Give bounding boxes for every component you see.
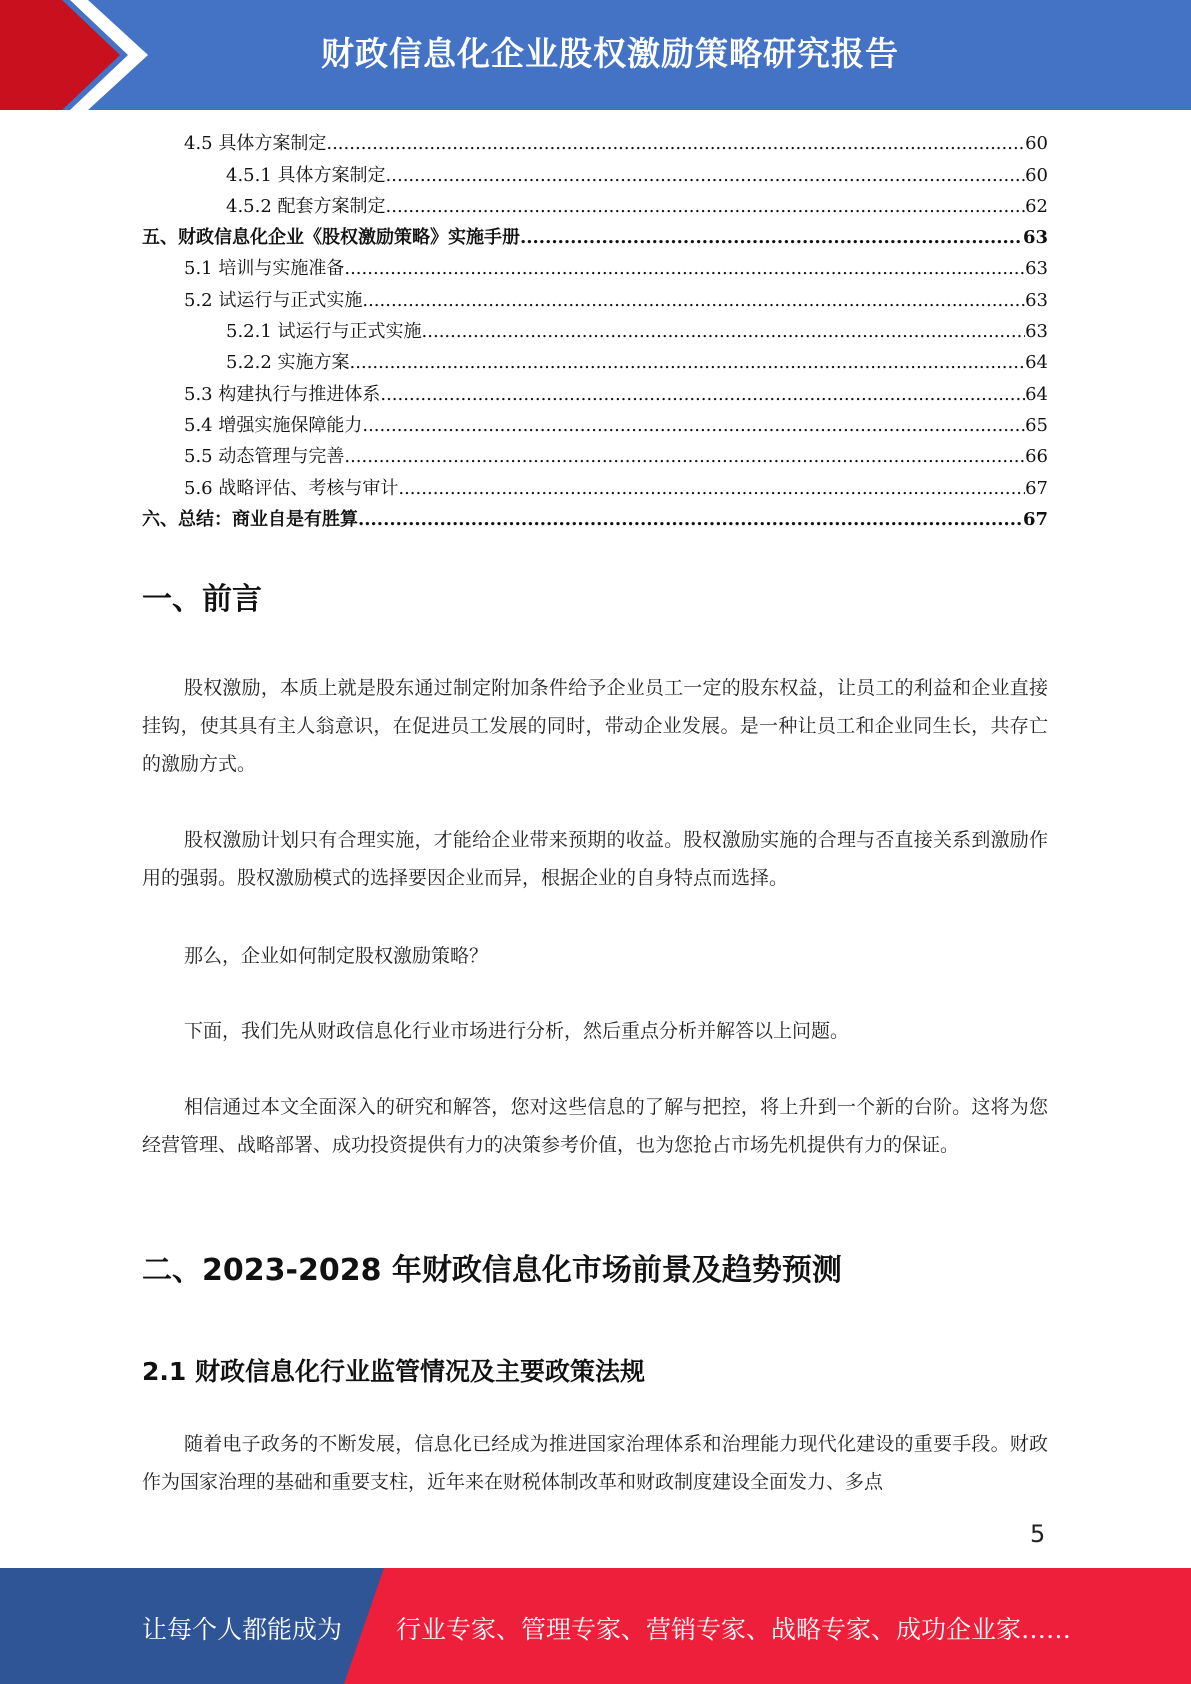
- toc-entry-page: 63: [1025, 289, 1048, 311]
- toc-entry[interactable]: [142, 316, 1048, 347]
- paragraph: 股权激励，本质上就是股东通过制定附加条件给予企业员工一定的股东权益，让员工的利益和企业直接挂钩，使其具有主人翁意识，在促进员工发展的同时，带动企业发展。是一种让员工和企业同生长，共存亡的激励方式。: [142, 677, 1048, 775]
- page-footer: [0, 1568, 1191, 1684]
- paragraph: 股权激励计划只有合理实施，才能给企业带来预期的收益。股权激励实施的合理与否直接关系到激励作用的强弱。股权激励模式的选择要因企业而异，根据企业的自身特点而选择。: [142, 829, 1048, 889]
- toc-entry-label: 4.5.2 配套方案制定: [226, 195, 386, 217]
- toc-entry-label: 5.1 培训与实施准备: [184, 258, 345, 280]
- toc-entry-page: 66: [1025, 446, 1048, 468]
- toc-leader-dots: [362, 410, 1025, 441]
- toc-entry[interactable]: [142, 159, 1048, 190]
- toc-entry-page: 64: [1025, 352, 1048, 374]
- page-header: [0, 0, 1191, 110]
- header-red-chevron: [0, 0, 150, 110]
- toc-leader-dots: [326, 128, 1025, 159]
- toc-entry-label: 5.5 动态管理与完善: [184, 446, 345, 468]
- toc-entry-page: 64: [1025, 383, 1048, 405]
- section-heading-market-forecast: 二、2023-2028 年财政信息化市场前景及趋势预测: [142, 1253, 842, 1288]
- toc-leader-dots: [386, 191, 1026, 222]
- toc-entry[interactable]: [142, 191, 1048, 222]
- toc-entry-label: 5.4 增强实施保障能力: [184, 414, 363, 436]
- toc-entry-page: 67: [1022, 508, 1048, 530]
- toc-entry-page: 60: [1025, 133, 1048, 155]
- table-of-contents: [142, 128, 1048, 535]
- toc-entry[interactable]: [142, 504, 1048, 535]
- toc-leader-dots: [344, 441, 1025, 472]
- page-number: 5: [1030, 1520, 1046, 1548]
- toc-entry[interactable]: [142, 347, 1048, 378]
- toc-leader-dots: [362, 285, 1025, 316]
- footer-slogan-right: 行业专家、管理专家、营销专家、战略专家、成功企业家……: [396, 1615, 1072, 1644]
- toc-entry-page: 63: [1025, 321, 1048, 343]
- header-title: 财政信息化企业股权激励策略研究报告: [321, 34, 899, 73]
- toc-leader-dots: [398, 473, 1025, 504]
- toc-entry-page: 63: [1025, 258, 1048, 280]
- toc-entry-page: 63: [1022, 227, 1048, 249]
- toc-leader-dots: [380, 379, 1025, 410]
- toc-leader-dots: [422, 316, 1026, 347]
- toc-entry[interactable]: [142, 472, 1048, 503]
- toc-entry-page: 60: [1025, 164, 1048, 186]
- toc-leader-dots: [520, 222, 1023, 253]
- toc-entry-page: 65: [1025, 414, 1048, 436]
- toc-entry-label: 5.3 构建执行与推进体系: [184, 383, 381, 405]
- toc-leader-dots: [358, 504, 1023, 535]
- toc-entry[interactable]: [142, 378, 1048, 409]
- toc-entry-label: 5.2.1 试运行与正式实施: [226, 321, 422, 343]
- toc-entry-page: 62: [1025, 195, 1048, 217]
- footer-slogan-left: 让每个人都能成为: [142, 1615, 343, 1644]
- toc-leader-dots: [344, 253, 1025, 284]
- toc-entry-label: 六、总结：商业自是有胜算: [142, 508, 358, 530]
- toc-entry-label: 5.6 战略评估、考核与审计: [184, 477, 399, 499]
- toc-entry-label: 5.2.2 实施方案: [226, 352, 350, 374]
- toc-entry-label: 五、财政信息化企业《股权激励策略》实施手册: [142, 227, 520, 249]
- toc-entry-label: 5.2 试运行与正式实施: [184, 289, 363, 311]
- toc-leader-dots: [386, 160, 1026, 191]
- paragraph: 随着电子政务的不断发展，信息化已经成为推进国家治理体系和治理能力现代化建设的重要手段。财政作为国家治理的基础和重要支柱，近年来在财税体制改革和财政制度建设全面发力、多点: [142, 1433, 1048, 1493]
- toc-entry-label: 4.5 具体方案制定: [184, 133, 327, 155]
- toc-entry[interactable]: [142, 253, 1048, 284]
- paragraph: 下面，我们先从财政信息化行业市场进行分析，然后重点分析并解答以上问题。: [184, 1020, 850, 1042]
- toc-entry[interactable]: [142, 284, 1048, 315]
- toc-entry-label: 4.5.1 具体方案制定: [226, 164, 386, 186]
- paragraph: 相信通过本文全面深入的研究和解答，您对这些信息的了解与把控，将上升到一个新的台阶。这将为您经营管理、战略部署、成功投资提供有力的决策参考价值，也为您抢占市场先机提供有力的保证。: [142, 1096, 1048, 1156]
- section-heading-preface: 一、前言: [142, 582, 262, 617]
- toc-entry[interactable]: [142, 441, 1048, 472]
- toc-entry-page: 67: [1025, 477, 1048, 499]
- toc-entry[interactable]: [142, 410, 1048, 441]
- paragraph: 那么，企业如何制定股权激励策略？: [184, 945, 489, 967]
- toc-leader-dots: [350, 347, 1026, 378]
- toc-entry[interactable]: [142, 222, 1048, 253]
- toc-entry[interactable]: [142, 128, 1048, 159]
- subsection-heading-regulation: 2.1 财政信息化行业监管情况及主要政策法规: [142, 1357, 645, 1386]
